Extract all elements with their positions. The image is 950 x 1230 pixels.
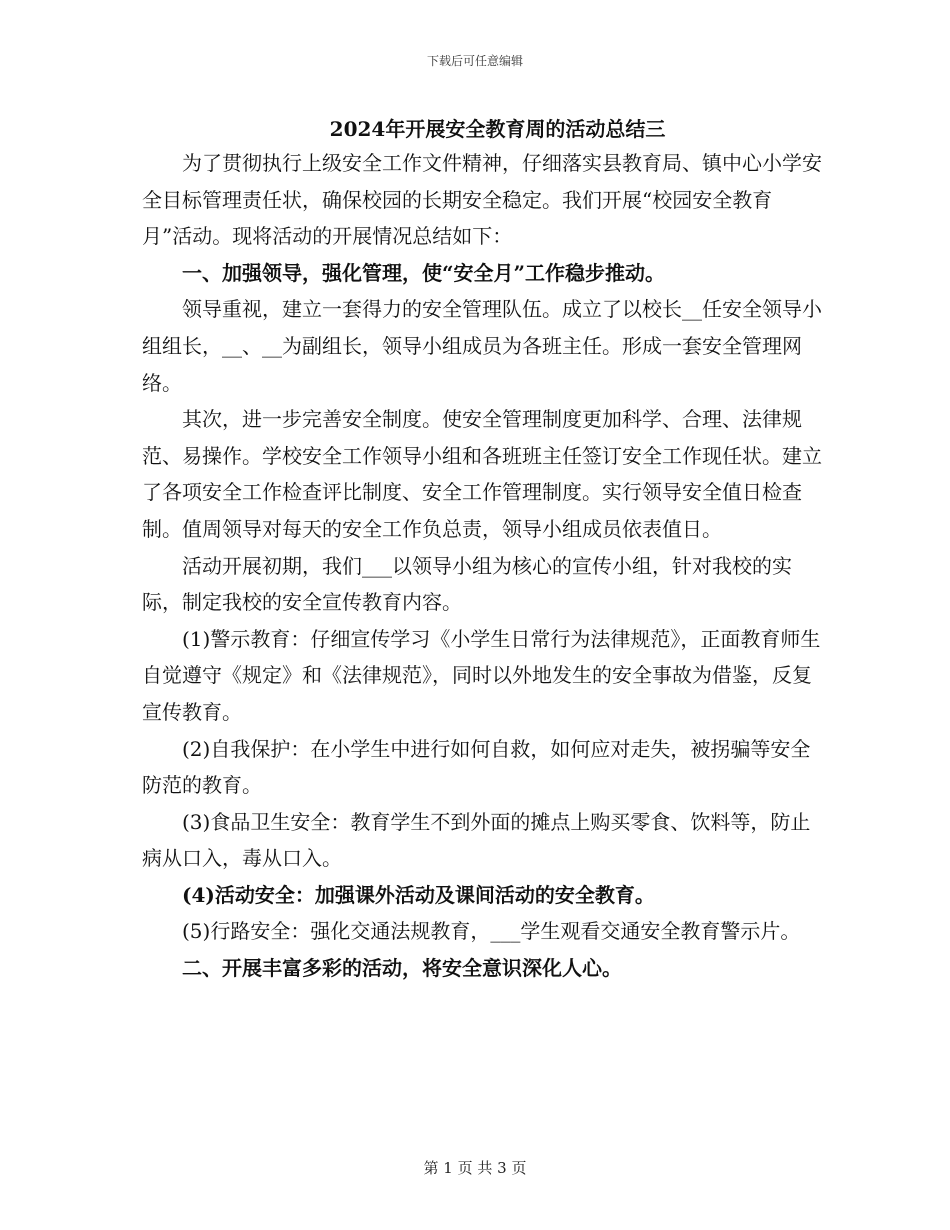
list-item-food-safety: (3)食品卫生安全：教育学生不到外面的摊点上购买零食、饮料等，防止病从口入，毒从口入。 <box>142 809 811 871</box>
header-note: 下载后可任意编辑 <box>426 54 523 68</box>
paragraph-activity-start: 活动开展初期，我们___以领导小组为核心的宣传小组，针对我校的实际，制定我校的安全宣传教育内容。 <box>142 553 792 615</box>
paragraph-leadership: 领导重视，建立一套得力的安全管理队伍。成立了以校长__任安全领导小组组长，__、__为副组长，领导小组成员为各班主任。形成一套安全管理网络。 <box>142 297 822 395</box>
section-heading-2: 二、开展丰富多彩的活动，将安全意识深化人心。 <box>182 956 622 981</box>
section-heading-1: 一、加强领导，强化管理，使“安全月”工作稳步推动。 <box>182 260 666 285</box>
list-item-warning-education: (1)警示教育：仔细宣传学习《小学生日常行为法律规范》，正面教育师生自觉遵守《规定》和《法律规范》，同时以外地发生的安全事故为借鉴，反复宣传教育。 <box>142 626 821 724</box>
list-item-road-safety: (5)行路安全：强化交通法规教育，___学生观看交通安全教育警示片。 <box>182 919 801 944</box>
list-item-activity-safety: (4)活动安全：加强课外活动及课间活动的安全教育。 <box>182 882 655 907</box>
document-title: 2024年开展安全教育周的活动总结三 <box>329 117 666 141</box>
paragraph-system: 其次，进一步完善安全制度。使安全管理制度更加科学、合理、法律规范、易操作。学校安全工作领导小组和各班班主任签订安全工作现任状。建立了各项安全工作检查评比制度、安全工作管理制度。实行领导安全值日检查制。值周领导对每天的安全工作负总责，领导小组成员依表值日。 <box>142 407 822 541</box>
page-number: 第 1 页 共 3 页 <box>423 1159 527 1177</box>
document-body <box>142 145 822 987</box>
list-item-self-protection: (2)自我保护：在小学生中进行如何自救，如何应对走失，被拐骗等安全防范的教育。 <box>142 736 811 798</box>
paragraph-intro: 为了贯彻执行上级安全工作文件精神，仔细落实县教育局、镇中心小学安全目标管理责任状，确保校园的长期安全稳定。我们开展“校园安全教育月”活动。现将活动的开展情况总结如下： <box>142 151 822 249</box>
